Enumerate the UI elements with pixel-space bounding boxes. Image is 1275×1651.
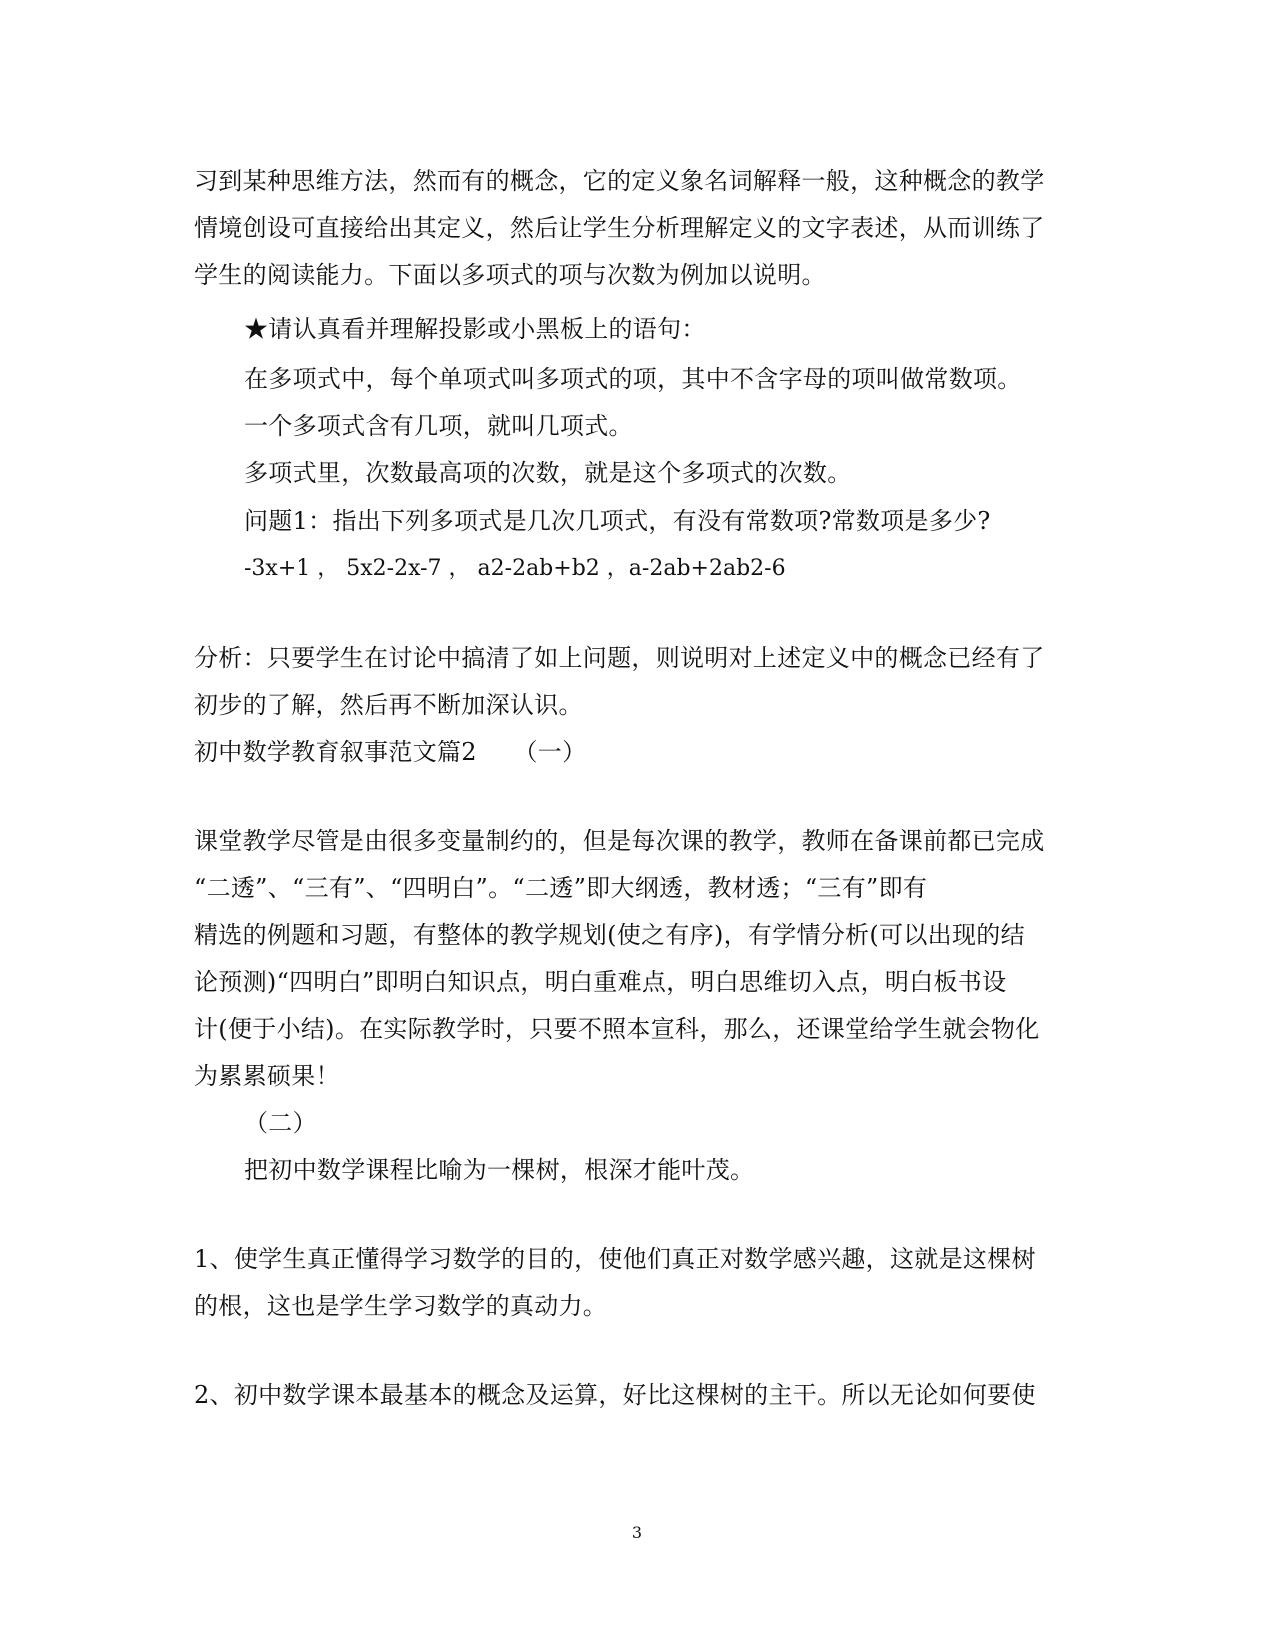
section-title: 初中数学教育叙事范文篇2 （一） — [194, 738, 587, 766]
definition-line-1: 在多项式中，每个单项式叫多项式的项，其中不含字母的项叫做常数项。 — [244, 365, 1022, 393]
page-number: 3 — [631, 1523, 643, 1542]
part-two-heading: （二） — [244, 1109, 317, 1137]
part-two-intro: 把初中数学课程比喻为一棵树，根深才能叶茂。 — [244, 1156, 755, 1184]
analysis-line-2: 初步的了解，然后再不断加深认识。 — [194, 691, 583, 719]
paragraph-one-line-3: 精选的例题和习题，有整体的教学规划(使之有序)，有学情分析(可以出现的结 — [194, 921, 1025, 949]
point-two-line-1: 2、初中数学课本最基本的概念及运算，好比这棵树的主干。所以无论如何要使 — [194, 1381, 1036, 1409]
paragraph-one-line-5: 计(便于小结)。在实际教学时，只要不照本宣科，那么，还课堂给学生就会物化 — [194, 1015, 1040, 1043]
intro-line-3: 学生的阅读能力。下面以多项式的项与次数为例加以说明。 — [194, 261, 826, 289]
paragraph-one-line-6: 为累累硕果！ — [194, 1062, 340, 1090]
polynomials-line: -3x+1 ， 5x2-2x-7 ， a2-2ab+b2 ，a-2ab+2ab2-6 — [244, 556, 786, 581]
paragraph-one-line-4: 论预测)“四明白”即明白知识点，明白重难点，明白思维切入点，明白板书设 — [194, 968, 1007, 996]
question-line: 问题1：指出下列多项式是几次几项式，有没有常数项?常数项是多少? — [244, 507, 991, 535]
point-one-line-2: 的根，这也是学生学习数学的真动力。 — [194, 1292, 608, 1320]
intro-line-2: 情境创设可直接给出其定义，然后让学生分析理解定义的文字表述，从而训练了 — [194, 214, 1045, 242]
instruction-line: ★请认真看并理解投影或小黑板上的语句： — [244, 315, 706, 343]
paragraph-one-line-2: “二透”、“三有”、“四明白”。“二透”即大纲透，教材透；“三有”即有 — [194, 874, 928, 902]
point-one-line-1: 1、使学生真正懂得学习数学的目的，使他们真正对数学感兴趣，这就是这棵树 — [194, 1245, 1036, 1273]
analysis-line-1: 分析：只要学生在讨论中搞清了如上问题，则说明对上述定义中的概念已经有了 — [194, 644, 1045, 672]
definition-line-2: 一个多项式含有几项，就叫几项式。 — [244, 412, 633, 440]
paragraph-one-line-1: 课堂教学尽管是由很多变量制约的，但是每次课的教学，教师在备课前都已完成 — [194, 827, 1045, 855]
definition-line-3: 多项式里，次数最高项的次数，就是这个多项式的次数。 — [244, 459, 852, 487]
intro-line-1: 习到某种思维方法，然而有的概念，它的定义象名词解释一般，这种概念的教学 — [194, 167, 1045, 195]
